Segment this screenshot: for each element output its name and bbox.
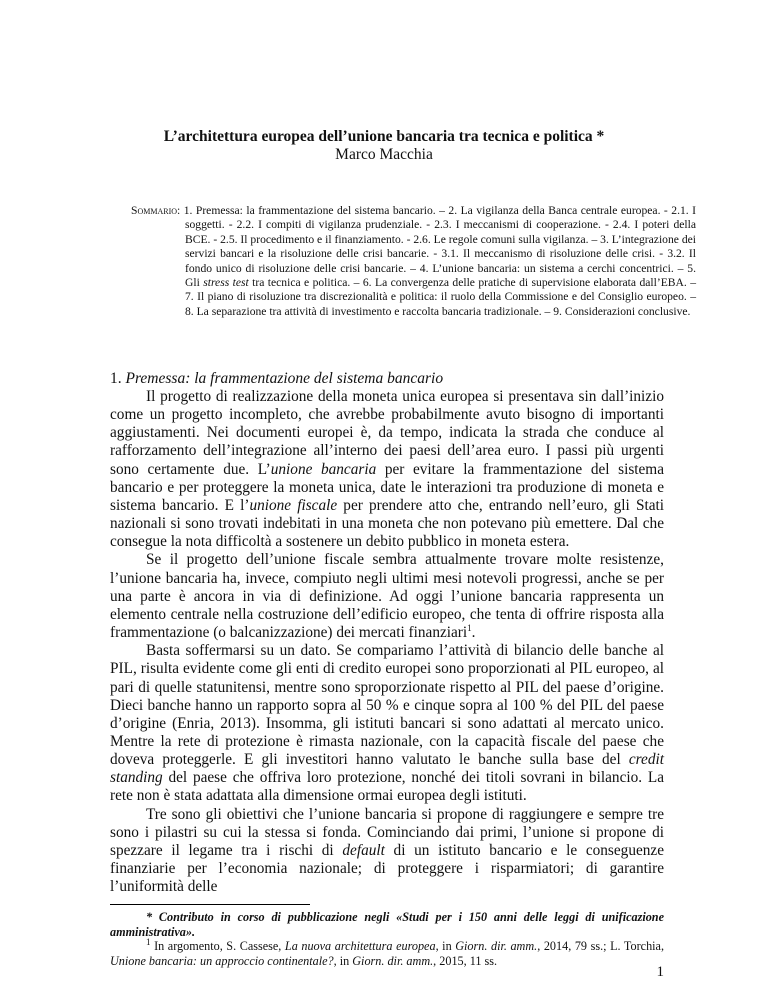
text-run: , in <box>333 953 353 968</box>
footnote-ref[interactable]: 1 <box>467 622 472 633</box>
paragraph <box>110 388 664 551</box>
text-run: per evitare la frammentazione del sistema bancario e per proteggere la moneta unica, date le interazioni tra produzione di moneta e sistema bancario. E l’ <box>110 460 664 514</box>
paper-title: L’architettura europea dell’unione bancaria tra tecnica e politica * <box>163 128 605 145</box>
text-run: , in <box>435 939 456 954</box>
summary-label: Sommario: <box>131 204 181 217</box>
section-title: Premessa: la frammentazione del sistema bancario <box>125 370 444 387</box>
paragraph <box>110 551 664 642</box>
text-run: Tre sono gli obiettivi che l’unione bancaria si propone di raggiungere e sempre tre sono i pilastri su cui la stessa si fonda. Cominciando dai primi, l’unione si propone di spezzare il legame tra i rischi di <box>110 805 664 859</box>
text-run: , 2014, 79 ss.; L. Torchia, <box>537 939 665 954</box>
section-heading <box>110 370 670 388</box>
italic-term: default <box>342 841 385 859</box>
italic-term: unione fiscale <box>249 496 338 514</box>
footnote-1 <box>110 939 664 968</box>
text-run: del paese che offriva loro protezione, nonché dei titoli sovrani in bilancio. La rete non è stata adattata alla dimensione ormai europea degli istituti. <box>110 769 664 805</box>
journal-name: Giorn. dir. amm. <box>455 939 538 954</box>
page-number: 1 <box>656 964 664 980</box>
summary <box>131 204 696 319</box>
footnote-divider <box>110 904 310 905</box>
footnote-mark: 1 <box>146 937 151 948</box>
text-run: Basta soffermarsi su un dato. Se compariamo l’attività di bilancio delle banche al PIL, risulta evidente come gli enti di credito europei sono proporzionati al PIL europeo, al pari di quelle statunitensi, mentre sono sproporzionate rispetto al PIL del paese d’origine. Dieci banche hanno un rapporto sopra al 50 % e cinque sopra al 100 % del PIL del paese d’origine (Enria, 2013). Insomma, gli istituti bancari si sono adattati al mercato unico. Mentre la rete di protezione è rimasta nazionale, con la capacità fiscale del paese che doveva proteggerle. E gli investitori hanno valutato le banche sulla base del <box>110 642 664 769</box>
summary-text: tra tecnica e politica. – 6. La convergenza delle pratiche di supervisione elaborata dall’EBA. – 7. Il piano di risoluzione tra discrezionalità e politica: il ruolo della Commissione e del Consiglio europeo. – 8. La separazione tra attività di investimento e raccolta bancaria tradizionale. – 9. Considerazioni conclusive. <box>185 276 696 318</box>
italic-term: credit standing <box>110 751 664 787</box>
citation-title: Unione bancaria: un approccio continentale? <box>110 953 334 968</box>
summary-italic: stress test <box>203 276 249 290</box>
text-run: , 2015, 11 ss. <box>433 953 498 968</box>
body-text <box>110 388 664 896</box>
footnotes <box>110 910 664 968</box>
text-run: Il progetto di realizzazione della moneta unica europea si presentava sin dall’inizio come un progetto incompleto, che avrebbe probabilmente avuto bisogno di importanti aggiustamenti. Nei documenti europei è, da tempo, indicata la strada che conduce al rafforzamento dell’integrazione all’interno dei paesi dell’area euro. I passi più urgenti sono certamente due. L’ <box>110 388 664 478</box>
footnote-star: * Contributo in corso di pubblicazione negli «Studi per i 150 anni delle leggi di unificazione amministrativa». <box>110 910 664 939</box>
summary-text: 1. Premessa: la frammentazione del sistema bancario. – 2. La vigilanza della Banca centrale europea. - 2.1. I soggetti. - 2.2. I compiti di vigilanza prudenziale. - 2.3. I meccanismi di cooperazione. - 2.4. I poteri della BCE. - 2.5. Il procedimento e il finanziamento. - 2.6. Le regole comuni sulla vigilanza. – 3. L’integrazione dei servizi bancari e la risoluzione delle crisi bancarie. - 3.1. Il meccanismo di risoluzione delle crisi. - 3.2. Il fondo unico di risoluzione delle crisi bancarie. – 4. L’unione bancaria: un sistema a cerchi concentrici. – 5. Gli <box>180 204 696 290</box>
italic-term: unione bancaria <box>270 460 377 478</box>
text-run: di un istituto bancario e le conseguenze finanziarie per l’economia nazionale; di proteggere i risparmiatori; di garantire l’uniformità delle <box>110 841 664 896</box>
section-number: 1. <box>110 370 122 387</box>
journal-name: Giorn. dir. amm. <box>352 953 434 968</box>
citation-title: La nuova architettura europea <box>284 939 436 954</box>
text-run: . <box>471 624 476 642</box>
text-run: Se il progetto dell’unione fiscale sembra attualmente trovare molte resistenze, l’unione bancaria ha, invece, compiuto negli ultimi mesi notevoli progressi, anche se per una parte è ancora in via di definizione. Ad oggi l’unione bancaria rappresenta un elemento centrale nella costruzione dell’edificio europeo, che tenta di offrire risposta alla frammentazione (o balcanizzazione) dei mercati finanziari <box>110 551 664 642</box>
text-run: In argomento, S. Cassese, <box>150 939 285 954</box>
author-name: Marco Macchia <box>335 146 433 163</box>
paragraph <box>110 806 664 897</box>
text-run: per prendere atto che, entrando nell’euro, gli Stati nazionali si sono trovati indebitati in una moneta che non potevano più emettere. Dal che consegue la nota difficoltà a sostenere un debito pubblico in moneta estera. <box>110 496 664 551</box>
paragraph <box>110 642 664 805</box>
